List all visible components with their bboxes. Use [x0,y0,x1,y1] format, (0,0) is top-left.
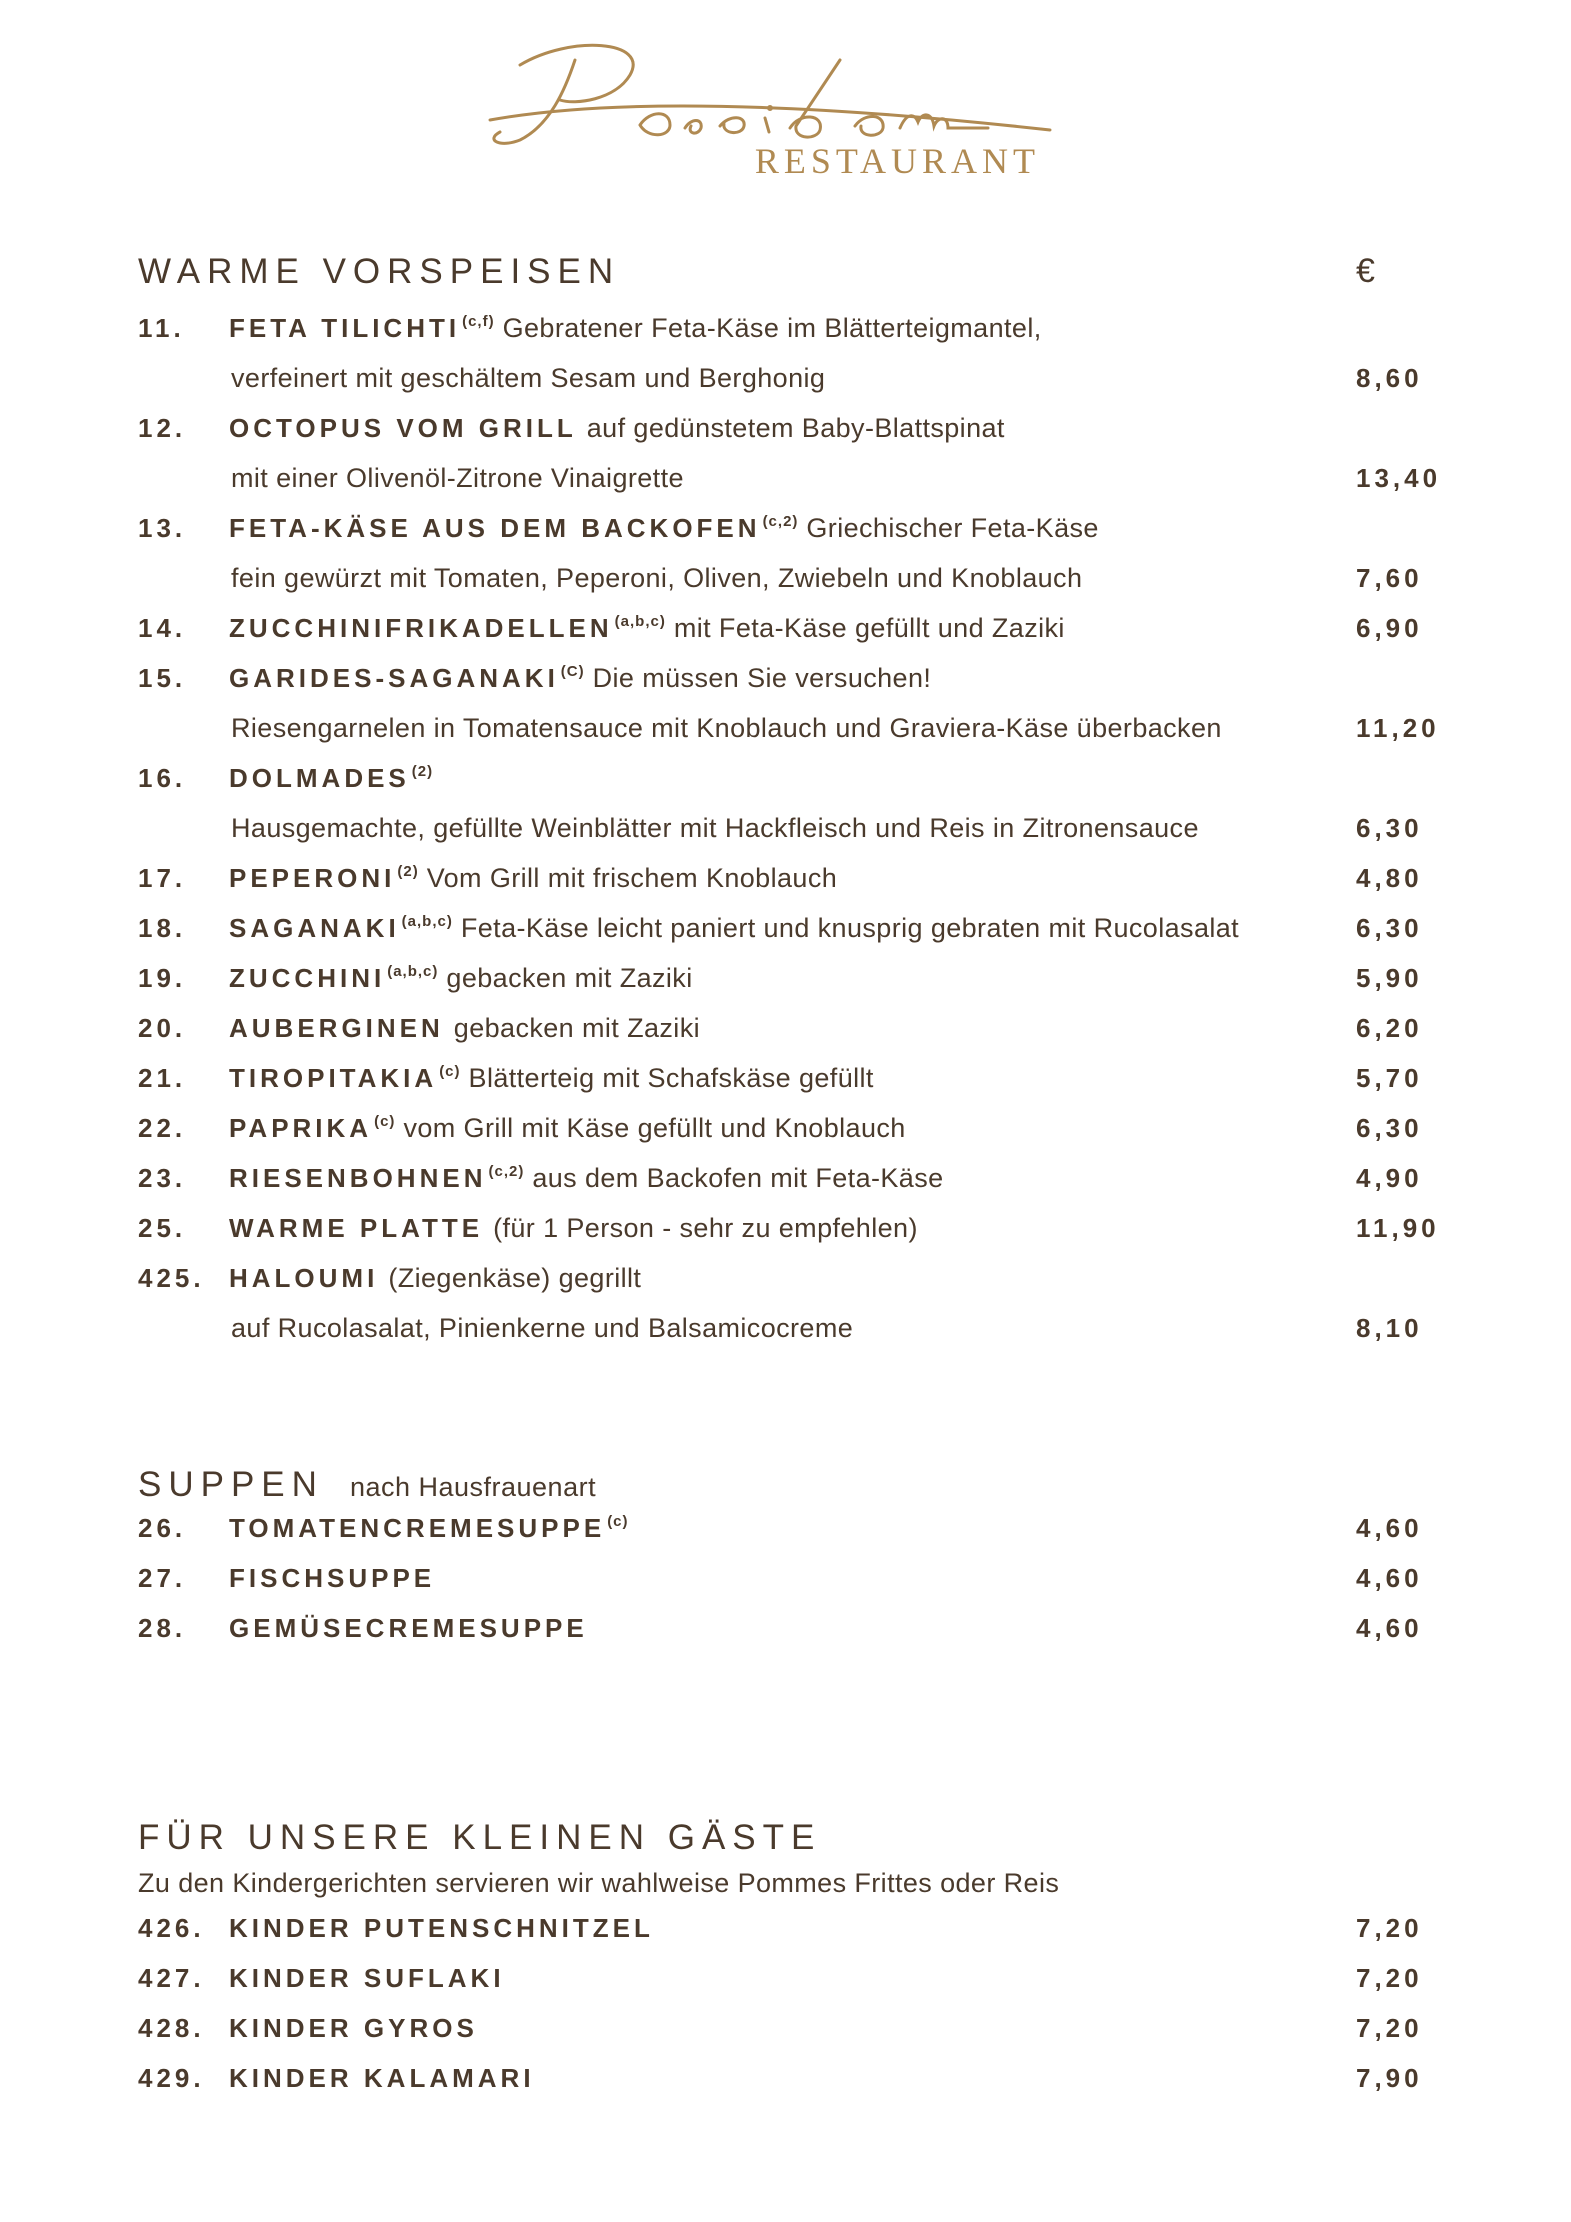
item-text [229,413,1005,444]
item-text [229,663,931,694]
item-name: HALOUMI [229,1263,379,1293]
allergen-codes: (c,2) [762,513,799,530]
menu-line [0,1163,1571,1213]
item-text [229,513,1099,544]
item-description: Blätterteig mit Schafskäse gefüllt [468,1063,874,1093]
menu-line [0,1063,1571,1113]
item-text [229,763,441,794]
item-price: 7,90 [1356,2063,1423,2093]
item-name: AUBERGINEN [229,1013,444,1043]
item-number: 12. [138,413,187,443]
allergen-codes: (c,2) [488,1163,525,1180]
restaurant-logo [480,30,1060,200]
item-text [229,1163,944,1194]
item-name: FISCHSUPPE [229,1563,436,1593]
allergen-codes: (a,b,c) [401,913,453,930]
menu-line [0,563,1571,613]
item-description: Riesengarnelen in Tomatensauce mit Knoblauch und Graviera-Käse überbacken [231,713,1222,743]
item-number: 429. [138,2063,205,2093]
allergen-codes: (c,f) [462,313,495,330]
item-number: 16. [138,763,187,793]
item-price: 6,30 [1356,913,1423,943]
item-price: 4,60 [1356,1513,1423,1543]
item-description: aus dem Backofen mit Feta-Käse [532,1163,944,1193]
item-text [229,1563,445,1594]
menu-line [0,813,1571,863]
item-price: 6,20 [1356,1013,1423,1043]
item-number: 426. [138,1913,205,1943]
item-price: 5,70 [1356,1063,1423,1093]
item-name: ZUCCHINIFRIKADELLEN [229,613,613,643]
menu-line [0,863,1571,913]
item-text [229,963,693,994]
item-description: Hausgemachte, gefüllte Weinblätter mit Hackfleisch und Reis in Zitronensauce [231,813,1199,843]
item-number: 20. [138,1013,187,1043]
item-name: TOMATENCREMESUPPE [229,1513,606,1543]
item-number: 27. [138,1563,187,1593]
item-number: 22. [138,1113,187,1143]
item-description: (Ziegenkäse) gegrillt [388,1263,642,1293]
menu-line [0,1013,1571,1063]
item-price: 7,20 [1356,1963,1423,1993]
item-description: gebacken mit Zaziki [446,963,693,993]
menu-line [0,2013,1571,2063]
item-price: 6,90 [1356,613,1423,643]
allergen-codes: (c) [374,1113,396,1130]
item-description: Griechischer Feta-Käse [806,513,1099,543]
item-text [229,313,1042,344]
allergen-codes: (2) [397,863,419,880]
item-text [229,713,1222,744]
item-description: vom Grill mit Käse gefüllt und Knoblauch [403,1113,906,1143]
item-name: RIESENBOHNEN [229,1163,487,1193]
item-description: auf Rucolasalat, Pinienkerne und Balsamicocreme [231,1313,854,1343]
item-text [229,1613,598,1644]
menu-line [0,1913,1571,1963]
item-name: ZUCCHINI [229,963,386,993]
item-description: mit einer Olivenöl-Zitrone Vinaigrette [231,463,684,493]
allergen-codes: (c) [439,1063,461,1080]
item-price: 8,60 [1356,363,1423,393]
item-text [229,2063,545,2094]
item-description: Feta-Käse leicht paniert und knusprig gebraten mit Rucolasalat [460,913,1240,943]
menu-line [0,613,1571,663]
item-description: gebacken mit Zaziki [453,1013,700,1043]
menu-line [0,1213,1571,1263]
item-text [229,1013,700,1044]
menu-line [0,713,1571,763]
menu-line [0,1113,1571,1163]
item-number: 28. [138,1613,187,1643]
menu-line [0,913,1571,963]
item-text [229,563,1082,594]
item-number: 13. [138,513,187,543]
item-text [229,1313,853,1344]
item-text [229,1913,664,1944]
menu-line [0,313,1571,363]
item-number: 11. [138,313,185,343]
item-name: KINDER PUTENSCHNITZEL [229,1913,654,1943]
menu-line [0,763,1571,813]
item-description: auf gedünstetem Baby-Blattspinat [586,413,1005,443]
item-number: 23. [138,1163,187,1193]
item-number: 427. [138,1963,205,1993]
menu-line [0,1563,1571,1613]
item-text [229,1263,641,1294]
item-price: 7,60 [1356,563,1423,593]
item-name: PEPERONI [229,863,396,893]
item-price: 4,60 [1356,1613,1423,1643]
soups-title: SUPPEN [138,1465,324,1504]
item-name: TIROPITAKIA [229,1063,438,1093]
currency-symbol: € [1356,252,1375,290]
item-description: fein gewürzt mit Tomaten, Peperoni, Oliven, Zwiebeln und Knoblauch [231,563,1083,593]
menu-line [0,963,1571,1013]
item-text [229,1513,637,1544]
item-number: 26. [138,1513,187,1543]
item-description: mit Feta-Käse gefüllt und Zaziki [673,613,1065,643]
item-number: 18. [138,913,187,943]
item-name: DOLMADES [229,763,410,793]
item-number: 14. [138,613,187,643]
item-name: KINDER KALAMARI [229,2063,535,2093]
item-price: 6,30 [1356,1113,1423,1143]
item-price: 4,60 [1356,1563,1423,1593]
menu-line [0,1263,1571,1313]
menu-line [0,363,1571,413]
item-name: KINDER GYROS [229,2013,478,2043]
item-text [229,363,825,394]
item-text [229,1063,874,1094]
item-text [229,813,1199,844]
item-number: 21. [138,1063,187,1093]
item-price: 11,90 [1356,1213,1440,1243]
item-description: Gebratener Feta-Käse im Blätterteigmantel, [502,313,1042,343]
item-name: SAGANAKI [229,913,400,943]
item-name: FETA-KÄSE AUS DEM BACKOFEN [229,513,761,543]
item-description: (für 1 Person - sehr zu empfehlen) [493,1213,918,1243]
item-number: 425. [138,1263,205,1293]
allergen-codes: (a,b,c) [614,613,666,630]
item-price: 5,90 [1356,963,1423,993]
item-name: PAPRIKA [229,1113,373,1143]
restaurant-label: RESTAURANT [754,141,1040,181]
item-number: 17. [138,863,187,893]
item-description: Die müssen Sie versuchen! [592,663,932,693]
item-price: 7,20 [1356,2013,1423,2043]
item-number: 19. [138,963,187,993]
item-text [229,1963,515,1994]
item-name: OCTOPUS VOM GRILL [229,413,577,443]
section-title-warm: WARME VORSPEISEN [138,252,621,291]
item-name: GEMÜSECREMESUPPE [229,1613,588,1643]
soups-subtitle: nach Hausfrauenart [349,1472,597,1502]
item-price: 8,10 [1356,1313,1423,1343]
item-name: GARIDES-SAGANAKI [229,663,559,693]
menu-line [0,1313,1571,1363]
item-price: 7,20 [1356,1913,1423,1943]
item-price: 11,20 [1356,713,1440,743]
menu-line [0,463,1571,513]
item-text [229,463,684,494]
section-title-kids: FÜR UNSERE KLEINEN GÄSTE [138,1818,822,1857]
allergen-codes: (C) [560,663,585,680]
item-text [229,613,1065,644]
item-name: KINDER SUFLAKI [229,1963,505,1993]
item-text [229,863,837,894]
allergen-codes: (a,b,c) [387,963,439,980]
menu-line [0,513,1571,563]
item-name: WARME PLATTE [229,1213,484,1243]
item-name: FETA TILICHTI [229,313,461,343]
item-text [229,1113,906,1144]
menu-line [0,1513,1571,1563]
item-price: 4,80 [1356,863,1423,893]
menu-line [0,1963,1571,2013]
section-title-soups [138,1465,596,1505]
menu-line [0,413,1571,463]
item-description: Vom Grill mit frischem Knoblauch [426,863,838,893]
item-price: 13,40 [1356,463,1442,493]
item-price: 6,30 [1356,813,1423,843]
kids-intro: Zu den Kindergerichten servieren wir wahlweise Pommes Frittes oder Reis [138,1868,1060,1898]
allergen-codes: (c) [607,1513,629,1530]
item-description: verfeinert mit geschältem Sesam und Berghonig [231,363,826,393]
item-number: 25. [138,1213,187,1243]
menu-line [0,2063,1571,2113]
item-number: 428. [138,2013,205,2043]
menu-line [0,663,1571,713]
item-number: 15. [138,663,187,693]
item-text [229,1213,918,1244]
item-text [229,2013,488,2044]
item-text [229,913,1239,944]
item-price: 4,90 [1356,1163,1423,1193]
allergen-codes: (2) [411,763,434,780]
menu-line [0,1613,1571,1663]
